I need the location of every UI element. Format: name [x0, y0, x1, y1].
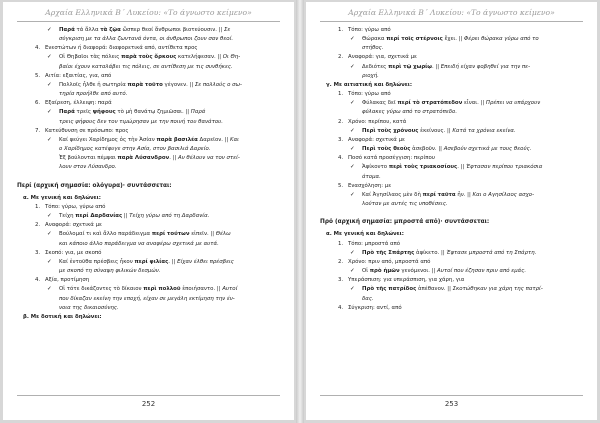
usage-heading — [320, 26, 585, 35]
example-line — [17, 81, 282, 90]
text-run: Έφτασε μπροστά από τη Σπάρτη. — [446, 249, 537, 256]
text-run: Καί ἐντοῦθα πρέσβεις ἦκον — [59, 258, 135, 265]
item-number: 3. — [35, 249, 41, 256]
text-run: || — [122, 213, 130, 220]
text-run: Σκοπό: για, με σκοπό — [45, 249, 102, 256]
text-run: Οἱ τότε δικάζοντες τὸ δίκαιον — [59, 286, 144, 293]
item-number: 4. — [338, 304, 344, 311]
text-run: Πρὸ τῆς Σπάρτης — [362, 249, 415, 256]
example-line — [17, 108, 282, 117]
checkmark-icon: ✓ — [47, 27, 52, 33]
usage-heading — [320, 53, 585, 62]
example-line — [320, 163, 585, 172]
checkmark-icon: ✓ — [47, 81, 52, 88]
text-run: . || — [457, 164, 467, 171]
right-page — [306, 2, 597, 420]
text-run: Είχαν έλθει πρέσβεις — [177, 258, 234, 265]
subsection-heading: α. Με γενική και δηλώνει: — [326, 231, 404, 238]
item-number: 1. — [338, 91, 344, 98]
text-run: Αιτία: εξαιτίας, για, από — [45, 72, 112, 79]
left-page-body — [17, 26, 282, 322]
text-run: ἀπέθανον. || — [416, 286, 453, 293]
text-run: περὶ πολλοῦ — [143, 286, 181, 293]
translation-line: λουν στον Λύσανδρο. — [59, 164, 117, 171]
translation-line: τρεις ψήφους δεν τον τιμώρησαν με την ποινή του θανάτου. — [59, 118, 223, 125]
section-heading-peri: Περί (αρχική σημασία: ολόγυρα)· συντάσσεται: — [17, 182, 172, 189]
usage-heading — [320, 276, 585, 285]
text-run: Υπεράσπιση: για υπεράσπιση, για χάρη, για — [348, 277, 465, 284]
section-heading-pro: Πρό (αρχική σημασία: μπροστά από)· συντάσσεται: — [320, 219, 490, 226]
text-run: Τόπο: γύρω από — [348, 27, 391, 33]
text-run: Θέλω — [215, 231, 231, 238]
right-page-body — [320, 26, 585, 313]
text-run: τά ἄλλα — [74, 27, 101, 33]
usage-heading — [320, 258, 585, 267]
text-run: Οἱ — [362, 268, 370, 275]
example-line — [17, 136, 282, 145]
translation-line: δας. — [362, 295, 374, 302]
example-line — [320, 35, 585, 44]
text-run: τὰ ζῷα — [100, 27, 121, 33]
checkmark-icon: ✓ — [350, 191, 355, 198]
translation-line: με σκοπό τη σύναψη φιλικών δεσμών. — [59, 268, 161, 275]
example-line — [17, 53, 282, 62]
checkmark-icon: ✓ — [350, 249, 355, 256]
text-run: Αναφορά: σχετικά με — [348, 136, 405, 143]
item-number: 7. — [35, 127, 41, 134]
example-line — [320, 249, 585, 258]
running-header: Αρχαία Ελληνικά Β΄ Λυκείου: «Το άγνωστο κείμενο» — [348, 8, 555, 17]
item-number: 2. — [338, 118, 344, 125]
text-run: Ενεστώτων ή διαφορά: διαφορετικά από, αντίθετα προς — [45, 45, 198, 52]
example-line — [17, 285, 282, 294]
running-header: Αρχαία Ελληνικά Β΄ Λυκείου: «Το άγνωστο κείμενο» — [45, 8, 252, 17]
book-gutter — [296, 0, 304, 423]
text-run: Κατεύθυνση σε πρόσωπο: προς — [45, 127, 129, 134]
example-line — [17, 258, 282, 267]
item-number: 5. — [35, 72, 41, 79]
checkmark-icon: ✓ — [350, 146, 355, 153]
usage-heading — [320, 304, 585, 313]
text-run: ἐκείνους. || — [418, 127, 453, 134]
text-run: περί τὸ στρατόπεδον — [397, 100, 463, 107]
text-run: Τόπο: γύρω από — [348, 91, 391, 98]
item-number: 1. — [35, 203, 41, 210]
example-line — [320, 267, 585, 276]
header-rule — [17, 21, 280, 22]
checkmark-icon: ✓ — [47, 213, 52, 220]
text-run: Αυτοί που έζησαν πριν από εμάς. — [437, 268, 527, 275]
example-line — [320, 145, 585, 154]
text-run: περί τοῖς στέρνοις — [386, 36, 443, 43]
text-run: ἀσεβοῦν. || — [410, 146, 444, 153]
text-run: εἶναι. || — [462, 100, 486, 107]
footer-rule — [320, 395, 583, 396]
item-number: 4. — [35, 45, 41, 52]
usage-heading — [17, 44, 282, 53]
text-run: γέγονεν. || — [162, 81, 195, 88]
usage-heading — [17, 249, 282, 258]
item-number: 3. — [338, 136, 344, 143]
text-run: Ἐξ βούλονται πέμψαι — [59, 155, 118, 162]
text-run: Έφτασαν περίπου τριακόσια — [466, 164, 543, 171]
text-run: Φύλακας δεῖ — [362, 100, 398, 107]
translation-line: που δίκαζαν εκείνη την εποχή, είχαν σε μεγάλη εκτίμηση την έν- — [59, 295, 235, 302]
translation-line: άτομα. — [362, 173, 381, 180]
text-run: ψήφους — [92, 109, 116, 116]
text-run: περὶ τῷ χωρίῳ — [388, 63, 432, 70]
text-run: κατελήφεσαν. || — [176, 54, 223, 61]
item-number: 2. — [338, 258, 344, 265]
item-number: 3. — [338, 277, 344, 284]
text-run: Αξία, προτίμηση — [45, 277, 90, 284]
example-line — [17, 26, 282, 35]
checkmark-icon: ✓ — [47, 258, 52, 265]
text-run: Τείχη γύρω από τη Δαρδανία. — [129, 213, 210, 220]
text-run: παρὰ τοὺς ὅρκους — [121, 54, 177, 61]
text-run: Χρόνο: περίπου, κατά — [348, 118, 407, 125]
text-run: Βούλομαί τι καὶ ἄλλο παράδειγμα — [59, 231, 152, 238]
text-run: Σύγκριση: αντί, από — [348, 304, 402, 311]
example-line — [320, 285, 585, 294]
header-rule — [320, 21, 583, 22]
item-number: 5. — [338, 182, 344, 189]
translation-line: λούταν με αυτές τις υποθέσεις. — [362, 200, 448, 207]
text-run: περί φιλίας — [134, 258, 169, 265]
text-run: ἀφίκετο. || — [414, 249, 447, 256]
text-run: Και ο Αγησίλαος ασχο- — [472, 191, 535, 198]
text-run: Πρέπει να υπάρχουν — [485, 100, 541, 107]
text-run: Τείχη — [59, 213, 76, 220]
text-run: Τόπο: γύρω, γύρω από — [45, 203, 106, 210]
text-run: Ποσό κατά προσέγγιση: περίπου — [348, 155, 435, 162]
text-run: Τόπο: μπροστά από — [348, 240, 401, 247]
text-run: περὶ τοὺς τριακοσίους — [388, 164, 458, 171]
text-run: Περὶ τοὺς χρόνους — [362, 127, 419, 134]
text-run: Παρά — [59, 27, 75, 33]
text-run: παρὰ τοῦτο — [127, 81, 163, 88]
example-line — [17, 212, 282, 221]
example-line — [320, 127, 585, 136]
text-run: Σε — [223, 27, 231, 33]
text-run: . || — [169, 155, 178, 162]
text-run: τὸ μὴ θανάτῳ ζημιῶσαι. || — [115, 109, 191, 116]
item-number: 2. — [338, 54, 344, 61]
usage-heading — [320, 182, 585, 191]
example-line — [320, 99, 585, 108]
checkmark-icon: ✓ — [350, 100, 355, 107]
text-run: Χρόνο: πριν από, μπροστά από — [348, 258, 431, 265]
text-run: πρὸ ἡμῶν — [369, 268, 400, 275]
checkmark-icon: ✓ — [47, 136, 52, 143]
usage-heading — [320, 118, 585, 127]
text-run: Δαρεῖον. || — [197, 136, 231, 143]
item-number: 2. — [35, 222, 41, 229]
example-line — [320, 63, 585, 72]
item-number: 6. — [35, 100, 41, 107]
example-line — [17, 230, 282, 239]
text-run: Καί Ἀγησίλαος μὲν δὴ — [362, 191, 423, 198]
left-page — [3, 2, 294, 420]
text-run: Πρὸ τῆς πατρίδος — [362, 286, 417, 293]
translation-line: νοια της δικαιοσύνης. — [59, 304, 119, 311]
usage-heading — [17, 276, 282, 285]
checkmark-icon: ✓ — [350, 36, 355, 43]
text-run: τρεῖς — [74, 109, 93, 116]
checkmark-icon: ✓ — [47, 54, 52, 61]
usage-heading — [320, 136, 585, 145]
usage-heading — [320, 90, 585, 99]
text-run: Ἀφίκοντο — [362, 164, 389, 171]
page-number: 252 — [141, 400, 156, 408]
usage-heading — [17, 203, 282, 212]
example-line — [320, 191, 585, 200]
text-run: ἐποιήσαντο. || — [180, 286, 223, 293]
text-run: παρὰ Λύσανδρον — [117, 155, 170, 162]
text-run: Παρά — [190, 109, 206, 116]
checkmark-icon: ✓ — [350, 127, 355, 134]
subsection-heading: α. Με γενική και δηλώνει: — [23, 194, 101, 201]
usage-heading — [17, 72, 282, 81]
text-run: ὥσπερ θεοί ἄνθρωποι βιοτεύουσιν. || — [120, 27, 224, 33]
translation-line: ο Χαρίδημος κατέφυγε στην Ασία, στον βασιλιά Δαρείο. — [59, 146, 211, 153]
footer-rule — [17, 395, 280, 396]
translation-line: και κάποιο άλλο παράδειγμα να αναφέρω σχετικά με αυτά. — [59, 240, 219, 247]
text-run: Αναφορά: σχετικά με — [45, 222, 102, 229]
text-run: Σε πολλούς ο σω- — [194, 81, 242, 88]
checkmark-icon: ✓ — [47, 109, 52, 116]
checkmark-icon: ✓ — [350, 268, 355, 275]
text-run: Οι Θη- — [222, 54, 241, 61]
usage-heading — [17, 221, 282, 230]
text-run: Φέρει θώρακα γύρω από το — [464, 36, 539, 43]
text-run: Καί φεύγει Χαρίδημος ὁς τὴν Ἀσίαν — [59, 136, 157, 143]
translation-line: ριοχή. — [362, 72, 379, 79]
text-run: περί τούτων — [151, 231, 190, 238]
text-run: Σκοτώθηκαν για χάρη της πατρί- — [452, 286, 543, 293]
text-run: . || — [431, 63, 441, 70]
text-run: Περὶ τοὺς θεοὺς — [362, 146, 411, 153]
checkmark-icon: ✓ — [350, 286, 355, 293]
text-run: Ασεβούν σχετικά με τους θεούς. — [443, 146, 532, 153]
text-run: περί Δαρδανίας — [75, 213, 123, 220]
text-run: γενόμενοι. || — [399, 268, 438, 275]
text-run: Πολλοῖς ἦλθε ἡ σωτηρία — [59, 81, 128, 88]
text-run: παρὰ βασιλέα — [156, 136, 198, 143]
usage-heading — [17, 127, 282, 136]
subsection-heading: β. Με δοτική και δηλώνει: — [23, 313, 102, 320]
item-number: 4. — [35, 277, 41, 284]
item-number: 1. — [338, 240, 344, 247]
example-line — [17, 154, 282, 163]
text-run: Εξαίρεση, έλλειψη: παρά — [45, 100, 112, 107]
text-run: Οἱ Θηβαῖοι τὰς πόλεις — [59, 54, 122, 61]
checkmark-icon: ✓ — [47, 231, 52, 238]
text-run: Ενασχόληση: με — [348, 182, 392, 189]
text-run: Αυτοί — [222, 286, 238, 293]
text-run: περί ταῦτα — [422, 191, 456, 198]
subsection-heading: γ. Με αιτιατική και δηλώνει: — [326, 81, 413, 88]
usage-heading — [320, 154, 585, 163]
text-run: Επειδή είχαν φοβηθεί για την πε- — [440, 63, 531, 70]
checkmark-icon: ✓ — [350, 164, 355, 171]
text-run: Και — [230, 136, 239, 143]
text-run: . || — [168, 258, 178, 265]
text-run: εἰπεῖν. || — [189, 231, 216, 238]
text-run: Κατά τα χρόνια εκείνα. — [452, 127, 516, 134]
text-run: Αν θέλουν να τον στεί- — [178, 155, 240, 162]
usage-heading — [17, 99, 282, 108]
translation-line: φύλακες γύρω από το στρατόπεδο. — [362, 109, 458, 116]
text-run: ἔχει. || — [442, 36, 465, 43]
item-number: 1. — [338, 27, 344, 33]
text-run: Παρά — [59, 109, 75, 116]
text-run: Δεδιότες — [362, 63, 389, 70]
text-run: Αναφορά: για, σχετικά με — [348, 54, 417, 61]
item-number: 4. — [338, 155, 344, 162]
translation-line: τηρία προήλθε από αυτό. — [59, 91, 128, 98]
text-run: Θώρακα — [362, 36, 387, 43]
translation-line: βαίοι έχουν καταλάβει τις πόλεις, σε αντίθεση με τις συνθήκες. — [59, 63, 233, 70]
translation-line: στήθος. — [362, 45, 384, 52]
checkmark-icon: ✓ — [47, 286, 52, 293]
translation-line: σύγκριση με τα άλλα ζωντανά όντα, οι άνθρωποι ζουν σαν θεοί. — [59, 36, 234, 43]
usage-heading — [320, 240, 585, 249]
text-run: ἦν. || — [455, 191, 473, 198]
page-number: 253 — [444, 400, 459, 408]
checkmark-icon: ✓ — [350, 63, 355, 70]
